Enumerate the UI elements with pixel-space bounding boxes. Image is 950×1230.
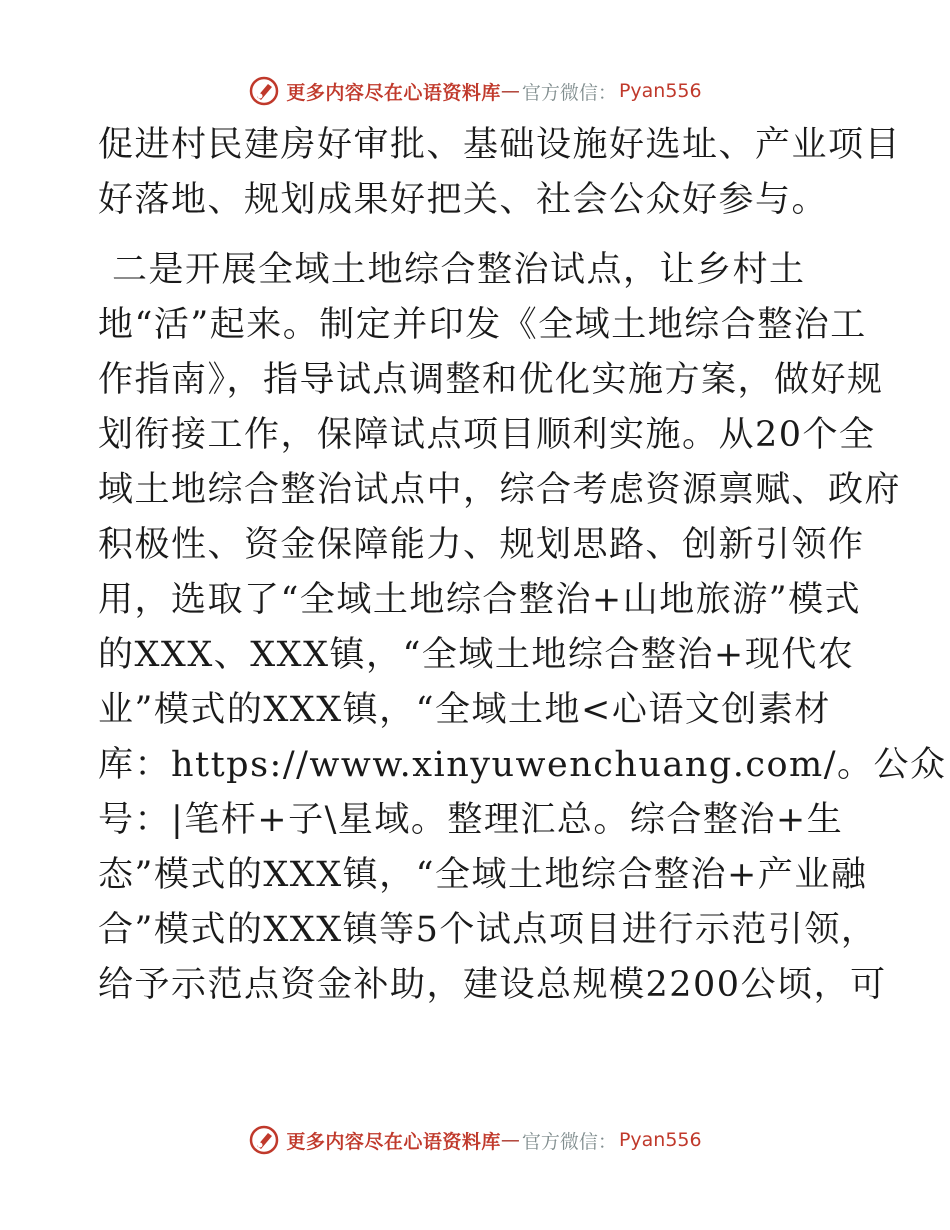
- text-line: 地“活”起来。制定并印发《全域土地综合整治工: [98, 305, 867, 345]
- banner-wechat-id: Pyan556: [618, 80, 702, 102]
- banner-wechat-id: Pyan556: [618, 1129, 702, 1151]
- text-line: 积极性、资金保障能力、规划思路、创新引领作: [98, 525, 865, 565]
- text-line: 合”模式的XXX镇等5个试点项目进行示范引领，: [98, 910, 878, 950]
- footer-banner: [0, 1120, 950, 1160]
- banner-main-text: 更多内容尽在心语资料库: [286, 81, 501, 104]
- text-line: 域土地综合整治试点中，综合考虑资源禀赋、政府: [98, 470, 902, 510]
- brush-logo-icon: [248, 1124, 280, 1156]
- banner-separator: —: [500, 80, 520, 102]
- document-body: [98, 118, 947, 1013]
- text-line: 作指南》，指导试点调整和优化实施方案，做好规: [98, 360, 884, 400]
- banner-separator: —: [500, 1129, 520, 1151]
- banner-main-text: 更多内容尽在心语资料库: [286, 1130, 501, 1153]
- text-line: 库：https://www.xinyuwenchuang.com/。公众: [98, 745, 947, 785]
- text-line: 号：|笔杆+子\星域。整理汇总。综合整治+生: [98, 800, 844, 840]
- text-line: 业”模式的XXX镇，“全域土地<心语文创素材: [98, 690, 831, 730]
- text-line: 的XXX、XXX镇，“全域土地综合整治+现代农: [98, 635, 855, 675]
- banner-official-label: 官方微信：: [521, 1130, 617, 1153]
- text-line: 好落地、规划成果好把关、社会公众好参与。: [98, 180, 829, 220]
- paragraph-2: [98, 243, 947, 1013]
- text-line: 给予示范点资金补助，建设总规模2200公顷，可: [98, 965, 887, 1005]
- text-line: 划衔接工作，保障试点项目顺利实施。从20个全: [98, 415, 876, 455]
- header-banner: [0, 71, 950, 111]
- brush-logo-icon: [248, 75, 280, 107]
- text-line: 二是开展全域土地综合整治试点，让乡村土: [112, 250, 806, 290]
- paragraph-1: [98, 118, 902, 228]
- text-line: 态”模式的XXX镇，“全域土地综合整治+产业融: [98, 855, 868, 895]
- text-line: 用，选取了“全域土地综合整治+山地旅游”模式: [98, 580, 862, 620]
- banner-official-label: 官方微信：: [521, 81, 617, 104]
- text-line: 促进村民建房好审批、基础设施好选址、产业项目: [98, 125, 902, 165]
